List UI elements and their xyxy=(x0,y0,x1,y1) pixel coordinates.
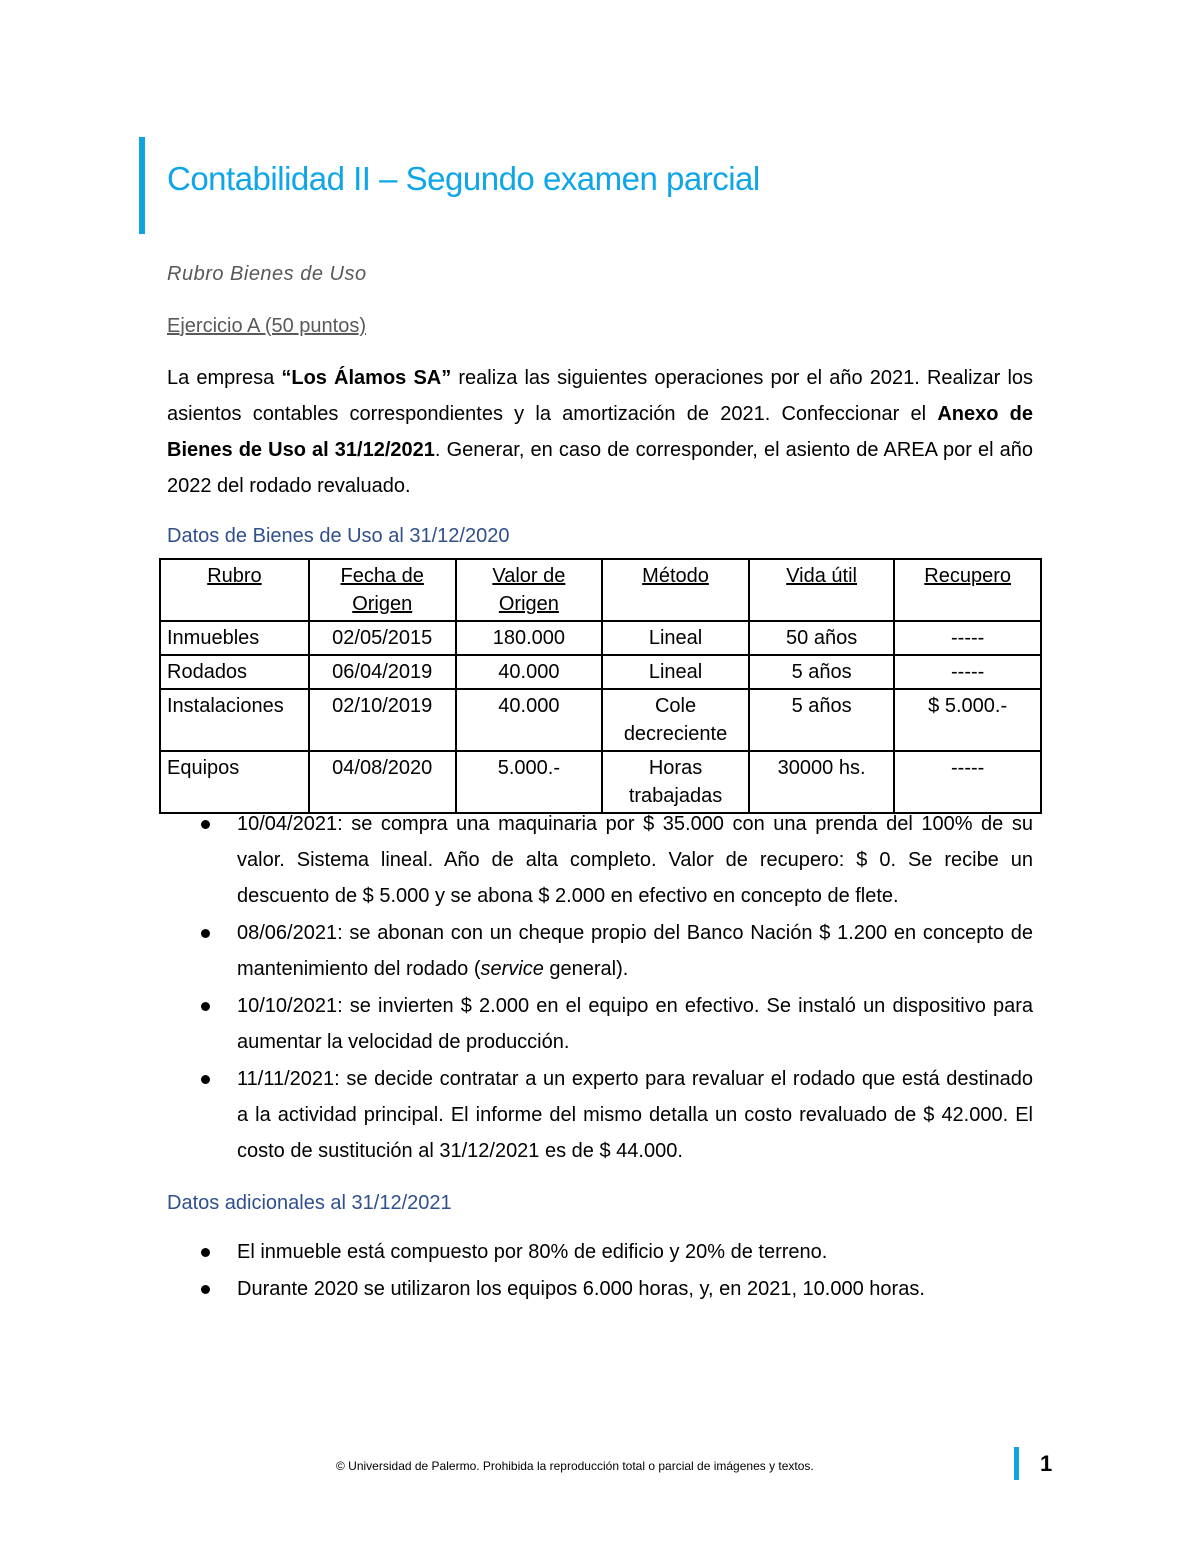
bienes-de-uso-table xyxy=(159,558,1042,814)
footer-accent-bar xyxy=(1014,1447,1019,1480)
table-header-row xyxy=(160,559,1041,621)
table-cell: Lineal xyxy=(602,621,749,655)
footer-copyright: © Universidad de Palermo. Prohibida la reproducción total o parcial de imágenes y textos. xyxy=(336,1459,814,1473)
page-number: 1 xyxy=(1040,1451,1053,1476)
section-heading-adicionales: Datos adicionales al 31/12/2021 xyxy=(167,1192,452,1214)
bullet-icon xyxy=(201,820,210,829)
table-cell: ----- xyxy=(894,621,1041,655)
subtitle: Rubro Bienes de Uso xyxy=(167,263,367,285)
intro-paragraph xyxy=(167,360,1033,504)
table-row xyxy=(160,655,1041,689)
operation-text: 10/10/2021: se invierten $ 2.000 en el equipo en efectivo. Se instaló un dispositivo para aumentar la velocidad de producción. xyxy=(237,995,1033,1053)
table-cell: ----- xyxy=(894,655,1041,689)
bullet-icon xyxy=(201,1248,210,1257)
col-header-vida: Vida útil xyxy=(749,559,894,621)
operation-text: 08/06/2021: se abonan con un cheque propio del Banco Nación $ 1.200 en concepto de mantenimiento del rodado ( xyxy=(237,922,1033,980)
additional-text: Durante 2020 se utilizaron los equipos 6.000 horas, y, en 2021, 10.000 horas. xyxy=(237,1278,925,1300)
operation-emphasis: service xyxy=(480,958,544,980)
table-cell: Instalaciones xyxy=(160,689,309,751)
operations-list xyxy=(197,806,1033,1170)
table-cell: 02/10/2019 xyxy=(309,689,456,751)
bullet-icon xyxy=(201,1002,210,1011)
list-item xyxy=(197,1061,1033,1169)
table-cell: 5 años xyxy=(749,689,894,751)
operation-text-end: general). xyxy=(543,958,629,980)
title-accent-bar xyxy=(139,137,145,234)
col-header-valor: Valor de Origen xyxy=(456,559,603,621)
table-cell: 40.000 xyxy=(456,655,603,689)
operation-text: 11/11/2021: se decide contratar a un experto para revaluar el rodado que está destinado a la actividad principal. El informe del mismo detalla un costo revaluado de $ 42.000. El costo de sustitución al 31/12/2021 es de $ 44.000. xyxy=(237,1068,1033,1162)
list-item xyxy=(197,806,1033,914)
anexo-label: Anexo de Bienes de Uso al 31/12/2021 xyxy=(167,403,1033,461)
table-row xyxy=(160,751,1041,813)
table-cell: ----- xyxy=(894,751,1041,813)
exercise-heading: Ejercicio A (50 puntos) xyxy=(167,315,366,337)
col-header-metodo: Método xyxy=(602,559,749,621)
table-cell: 5.000.- xyxy=(456,751,603,813)
table-cell: 50 años xyxy=(749,621,894,655)
table-cell: Inmuebles xyxy=(160,621,309,655)
table-cell: 40.000 xyxy=(456,689,603,751)
additional-text: El inmueble está compuesto por 80% de edificio y 20% de terreno. xyxy=(237,1241,828,1263)
intro-text-1: La empresa xyxy=(167,367,282,389)
list-item xyxy=(197,988,1033,1060)
table-cell: Rodados xyxy=(160,655,309,689)
page-title: Contabilidad II – Segundo examen parcial xyxy=(167,160,760,197)
table-cell: Horas trabajadas xyxy=(602,751,749,813)
table-cell: $ 5.000.- xyxy=(894,689,1041,751)
table-cell: 180.000 xyxy=(456,621,603,655)
table-cell: Equipos xyxy=(160,751,309,813)
bullet-icon xyxy=(201,929,210,938)
company-name: “Los Álamos SA” xyxy=(281,367,452,389)
list-item xyxy=(197,915,1033,987)
table-cell: Cole decreciente xyxy=(602,689,749,751)
table-cell: 06/04/2019 xyxy=(309,655,456,689)
table-cell: 04/08/2020 xyxy=(309,751,456,813)
table-cell: 5 años xyxy=(749,655,894,689)
col-header-rubro: Rubro xyxy=(160,559,309,621)
list-item xyxy=(197,1271,1033,1307)
operation-text: 10/04/2021: se compra una maquinaria por $ 35.000 con una prenda del 100% de su valor. Sistema lineal. Año de alta completo. Valor de recupero: $ 0. Se recibe un descuento de $ 5.000 y se abona $ 2.000 en efectivo en concepto de flete. xyxy=(237,813,1033,907)
additional-list xyxy=(197,1234,1033,1308)
col-header-recupero: Recupero xyxy=(894,559,1041,621)
intro-text-2: realiza las siguientes operaciones por el año 2021. Realizar los asientos contables correspondientes y la amortización de 2021. Confeccionar el xyxy=(167,367,1034,425)
table-cell: Lineal xyxy=(602,655,749,689)
table-row xyxy=(160,689,1041,751)
section-heading-bienes: Datos de Bienes de Uso al 31/12/2020 xyxy=(167,525,510,547)
table-cell: 02/05/2015 xyxy=(309,621,456,655)
bullet-icon xyxy=(201,1285,210,1294)
list-item xyxy=(197,1234,1033,1270)
col-header-fecha: Fecha de Origen xyxy=(309,559,456,621)
table-cell: 30000 hs. xyxy=(749,751,894,813)
bullet-icon xyxy=(201,1075,210,1084)
intro-text-3: . Generar, en caso de corresponder, el asiento de AREA por el año 2022 del rodado revaluado. xyxy=(167,439,1034,497)
table-row xyxy=(160,621,1041,655)
